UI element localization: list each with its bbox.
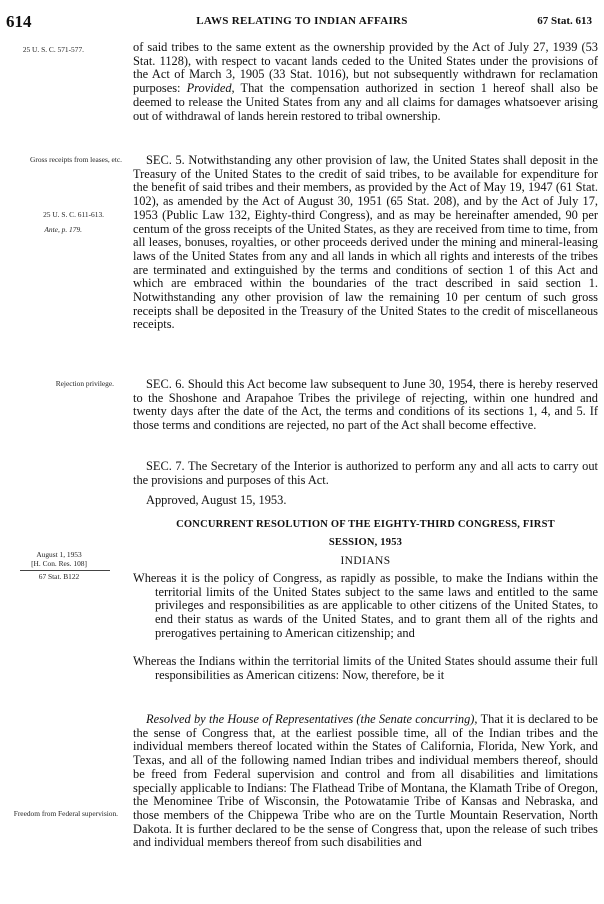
page-number: 614 xyxy=(6,12,32,31)
resolution-heading: CONCURRENT RESOLUTION OF THE EIGHTY-THIRD CONGRESS, FIRST SESSION, 1953 xyxy=(176,519,555,548)
section-6: SEC. 6. Should this Act become law subsequent to June 30, 1954, there is hereby reserved to the Shoshone and Arapahoe Tribes the privilege of rejecting, within one hundred and twenty days after the date of the Act, the terms and conditions of its sections 1, 4, and 5. If those terms and conditions are rejected, no part of the Act shall become effective. xyxy=(133,377,598,433)
margin-note-gross-receipts: Gross receipts from leases, etc. xyxy=(30,155,122,164)
paragraph-continuation: of said tribes to the same extent as the ownership provided by the Act of July 27, 1939 (53 Stat. 1128), with respect to vacant lands ceded to the United States under the provisions of the Act of March 3, 1905 (33 Stat. 1016), but not subsequently withdrawn for reclamation purposes: Provided, That the compensation authorized in section 1 hereof shall also be deemed to release the United States from any and all claims for damages whatsoever arising out of withdrawal of lands herein restored to tribal ownership. xyxy=(133,40,598,123)
approval-line: Approved, August 15, 1953. xyxy=(146,493,287,507)
resolution-subject: INDIANS xyxy=(340,555,391,567)
whereas-clause-1: Whereas it is the policy of Congress, as rapidly as possible, to make the Indians within the territorial limits of the United States subject to the same laws and entitled to the same privileges and responsibilities as are applicable to other citizens of the United States, to end their status as wards of the United States, and to grant them all of the rights and prerogatives pertaining to American citizenship; and xyxy=(133,571,598,640)
stat-reference: 67 Stat. 613 xyxy=(537,15,592,27)
whereas-clause-2: Whereas the Indians within the territorial limits of the United States should assume their full responsibilities as American citizens: Now, therefore, be it xyxy=(133,654,598,682)
margin-note-stat-b122: 67 Stat. B122 xyxy=(38,572,80,581)
margin-note-date: August 1, 1953 xyxy=(36,550,82,559)
margin-note-ante: Ante, p. 179. xyxy=(44,225,82,234)
margin-divider xyxy=(20,570,110,571)
margin-note-rejection-privilege: Rejection privilege. xyxy=(55,379,114,388)
section-7: SEC. 7. The Secretary of the Interior is authorized to perform any and all acts to carry out the provisions and purposes of this Act. xyxy=(133,459,598,487)
running-title: LAWS RELATING TO INDIAN AFFAIRS xyxy=(196,15,408,27)
section-5: SEC. 5. Notwithstanding any other provision of law, the United States shall deposit in the Treasury of the United States to the credit of said tribes, to be available for expenditure for the benefit of said tribes and their members, as provided by the Act of May 19, 1947 (61 Stat. 102), as amended by the Act of August 30, 1951 (65 Stat. 208), and by the Act of July 17, 1953 (Public Law 132, Eighty-third Congress), and as may be hereinafter amended, 90 per centum of the gross receipts of the United States, as they are received from time to time, from all leases, bonuses, royalties, or other proceeds derived under the mining and mineral-leasing laws of the United States from any and all lands in which all rights and interests of the tribes are terminated and extinguished by the terms and conditions of section 1 of this Act and which are embraced within the boundaries of the tract described in said section 1. Notwithstanding any other provision of law the remaining 10 per centum of such gross receipts shall be deposited in the Treasury of the United States to the credit of miscellaneous receipts. xyxy=(133,153,598,332)
margin-note-usc-611: 25 U. S. C. 611-613. xyxy=(43,210,104,219)
margin-note-hcon-res: [H. Con. Res. 108] xyxy=(31,559,87,568)
page-header xyxy=(0,12,604,32)
margin-note-freedom: Freedom from Federal supervision. xyxy=(13,809,118,818)
resolved-clause: Resolved by the House of Representatives (the Senate concurring), That it is declared to be the sense of Congress that, at the earliest possible time, all of the Indian tribes and the individual members thereof located within the States of California, Florida, New York, and Texas, and all of the following named Indian tribes and individual members thereof, should be freed from Federal supervision and control and from all disabilities and limitations specially applicable to Indians: The Flathead Tribe of Montana, the Klamath Tribe of Oregon, the Menominee Tribe of Wisconsin, the Potowatamie Tribe of Kansas and Nebraska, and those members of the Chippewa Tribe who are on the Turtle Mountain Reservation, North Dakota. It is further declared to be the sense of Congress that, upon the release of such tribes and individual members thereof from such disabilities and xyxy=(133,712,599,850)
margin-note-usc-571: 25 U. S. C. 571-577. xyxy=(22,45,84,54)
